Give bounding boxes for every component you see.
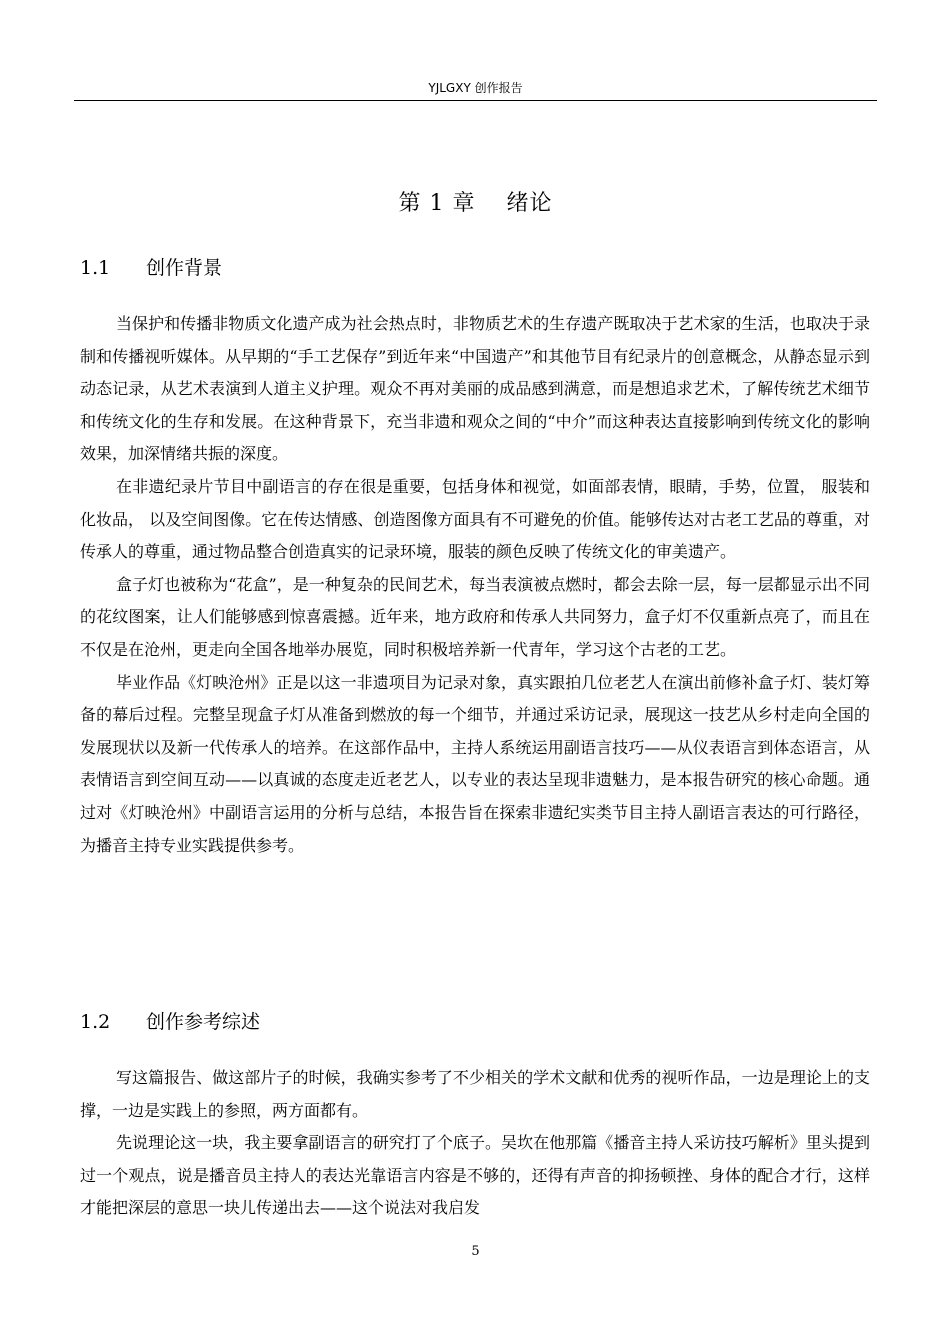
paragraph: 写这篇报告、做这部片子的时候，我确实参考了不少相关的学术文献和优秀的视听作品，一边是理论上的支撑，一边是实践上的参照，两方面都有。: [80, 1068, 870, 1120]
running-header: YJLGXY 创作报告: [428, 81, 523, 95]
section-number: 1.2: [80, 1011, 111, 1033]
header-divider: [74, 100, 877, 101]
section-number: 1.1: [80, 257, 111, 279]
section-heading-1-1: [80, 254, 222, 282]
section-title: 创作背景: [146, 257, 223, 279]
section-body-1-1: [80, 308, 870, 862]
chapter-title: 第 1 章 绪论: [398, 191, 553, 216]
paragraph: 先说理论这一块，我主要拿副语言的研究打了个底子。吴坎在他那篇《播音主持人采访技巧解析》里头提到过一个观点，说是播音员主持人的表达光靠语言内容是不够的，还得有声音的抑扬顿挫、身体的配合才行，这样才能把深层的意思一块儿传递出去——这个说法对我启发: [80, 1133, 870, 1218]
paragraph: 毕业作品《灯映沧州》正是以这一非遗项目为记录对象，真实跟拍几位老艺人在演出前修补盒子灯、装灯筹备的幕后过程。完整呈现盒子灯从准备到燃放的每一个细节，并通过采访记录，展现这一技艺从乡村走向全国的发展现状以及新一代传承人的培养。在这部作品中，主持人系统运用副语言技巧——从仪表语言到体态语言，从表情语言到空间互动——以真诚的态度走近老艺人，以专业的表达呈现非遗魅力，是本报告研究的核心命题。通过对《灯映沧州》中副语言运用的分析与总结，本报告旨在探索非遗纪实类节目主持人副语言表达的可行路径，为播音主持专业实践提供参考。: [80, 672, 870, 855]
paragraph: 盒子灯也被称为“花盒”，是一种复杂的民间艺术，每当表演被点燃时，都会去除一层，每一层都显示出不同的花纹图案，让人们能够感到惊喜震撼。近年来，地方政府和传承人共同努力，盒子灯不仅重新点亮了，而且在不仅是在沧州，更走向全国各地举办展览，同时积极培养新一代青年，学习这个古老的工艺。: [80, 574, 870, 659]
page-number: 5: [471, 1244, 480, 1259]
paragraph: 在非遗纪录片节目中副语言的存在很是重要，包括身体和视觉，如面部表情，眼睛，手势，位置， 服装和化妆品， 以及空间图像。它在传达情感、创造图像方面具有不可避免的价值。能够传达对古老工艺品的尊重，对传承人的尊重，通过物品整合创造真实的记录环境，服装的颜色反映了传统文化的审美遗产。: [80, 476, 870, 562]
section-title: 创作参考综述: [146, 1011, 261, 1033]
section-body-1-2: [80, 1062, 870, 1225]
paragraph: 当保护和传播非物质文化遗产成为社会热点时，非物质艺术的生存遗产既取决于艺术家的生活，也取决于录制和传播视听媒体。从早期的“手工艺保存”到近年来“中国遗产”和其他节目有纪录片的创意概念，从静态显示到动态记录，从艺术表演到人道主义护理。观众不再对美丽的成品感到满意，而是想追求艺术，了解传统艺术细节和传统文化的生存和发展。在这种背景下，充当非遗和观众之间的“中介”而这种表达直接影响到传统文化的影响效果，加深情绪共振的深度。: [80, 314, 870, 464]
section-heading-1-2: [80, 1008, 260, 1036]
